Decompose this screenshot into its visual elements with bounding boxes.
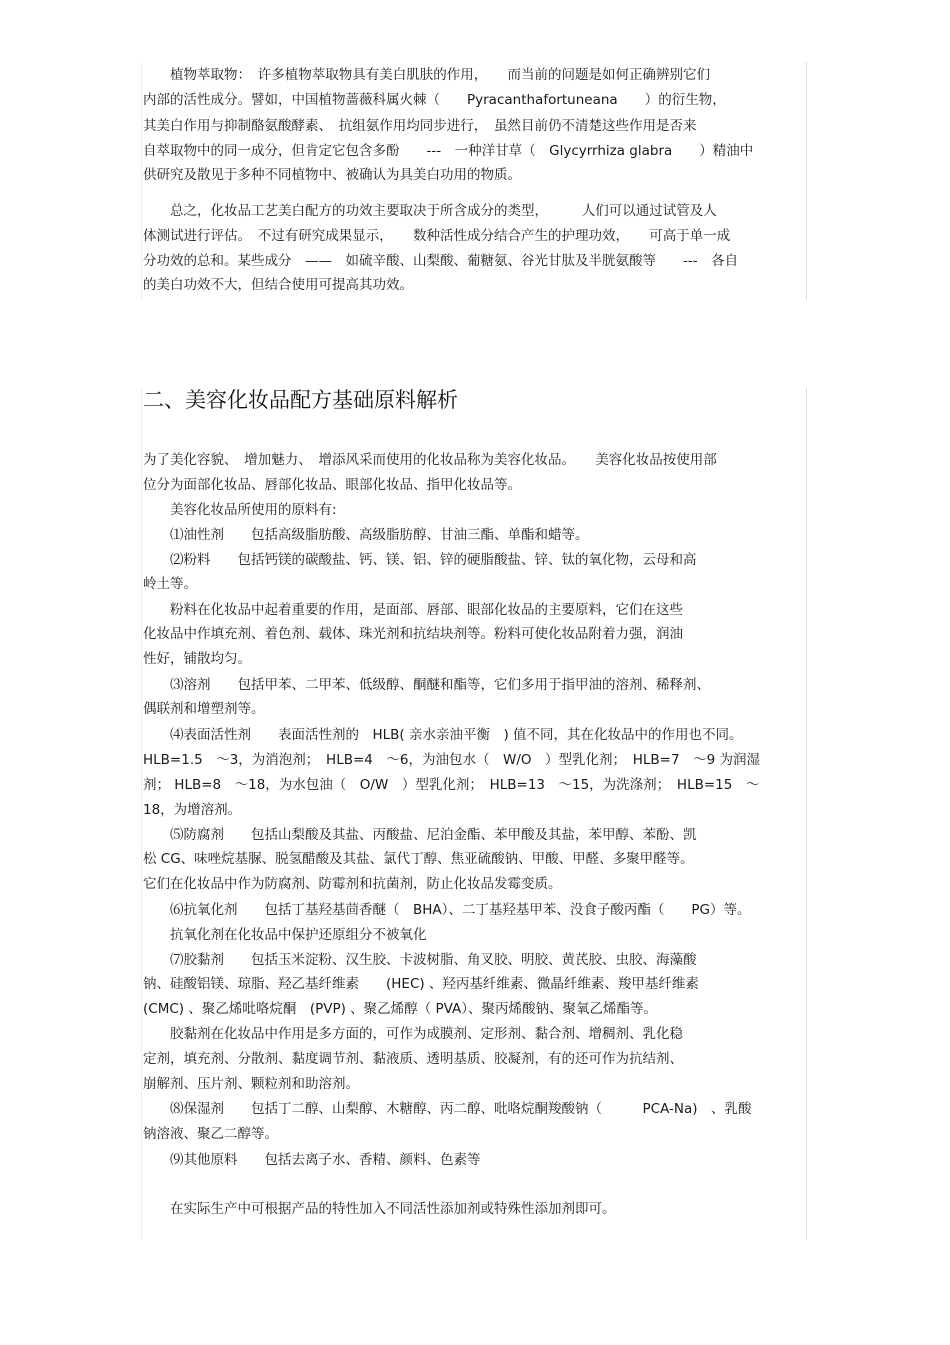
page-rule-top-left	[141, 62, 142, 300]
paragraph-line: 定剂，填充剂、分散剂、黏度调节剂、黏液质、透明基质、胶凝剂，有的还可作为抗结剂、	[143, 1051, 683, 1067]
list-item: ⑺胶黏剂 包括玉米淀粉、汉生胶、卡波树脂、角叉胶、明胶、黄芪胶、虫胶、海藻酸	[170, 952, 697, 968]
paragraph-line: 总之，化妆品工艺美白配方的功效主要取决于所含成分的类型， 人们可以通过试管及人	[170, 203, 717, 219]
paragraph-line: 18，为增溶剂。	[143, 802, 242, 818]
paragraph-line: 在实际生产中可根据产品的特性加入不同活性添加剂或特殊性添加剂即可。	[170, 1201, 616, 1217]
list-item: ⑶溶剂 包括甲苯、二甲苯、低级醇、酮醚和酯等，它们多用于指甲油的溶剂、稀释剂、	[170, 677, 710, 693]
page-rule-bottom-right	[806, 388, 807, 1240]
paragraph-line: 抗氧化剂在化妆品中保护还原组分不被氧化	[170, 927, 427, 943]
paragraph-line: 剂； HLB=8 ～18，为水包油（ O/W ）型乳化剂； HLB=13 ～15，为洗涤剂； HLB=15 ～	[143, 777, 760, 793]
paragraph-line: HLB=1.5 ～3，为消泡剂； HLB=4 ～6，为油包水（ W/O ）型乳化剂； HLB=7 ～9 为润湿	[143, 752, 760, 768]
paragraph-line: 它们在化妆品中作为防腐剂、防霉剂和抗菌剂，防止化妆品发霉变质。	[143, 876, 562, 892]
paragraph-line: 为了美化容貌、 增加魅力、 增添风采而使用的化妆品称为美容化妆品。 美容化妆品按使用部	[143, 452, 717, 468]
paragraph-line: 体测试进行评估。 不过有研究成果显示， 数种活性成分结合产生的护理功效， 可高于单一成	[143, 228, 731, 244]
list-item: ⑹抗氧化剂 包括丁基羟基茴香醚（ BHA）、二丁基羟基甲苯、没食子酸丙酯（ PG）等。	[170, 902, 751, 918]
list-item: ⑴油性剂 包括高级脂肪酸、高级脂肪醇、甘油三酯、单酯和蜡等。	[170, 527, 589, 543]
paragraph-line: 内部的活性成分。譬如，中国植物蔷薇科属火棘（ Pyracanthafortuneana ）的衍生物，	[143, 92, 726, 108]
paragraph-line: (CMC) 、聚乙烯吡咯烷酮 (PVP) 、聚乙烯醇（ PVA）、聚丙烯酸钠、聚氧乙烯酯等。	[143, 1001, 657, 1017]
list-item: ⑸防腐剂 包括山梨酸及其盐、丙酸盐、尼泊金酯、苯甲酸及其盐，苯甲醇、苯酚、凯	[170, 827, 697, 843]
paragraph-line: 偶联剂和增塑剂等。	[143, 701, 265, 717]
paragraph-line: 其美白作用与抑制酪氨酸酵素、 抗组氨作用均同步进行， 虽然目前仍不清楚这些作用是否来	[143, 118, 697, 134]
paragraph-line: 自萃取物中的同一成分，但肯定它包含多酚 --- 一种洋甘草（ Glycyrrhiza glabra ）精油中	[143, 143, 754, 159]
paragraph-line: 供研究及散见于多种不同植物中、被确认为具美白功用的物质。	[143, 167, 521, 183]
paragraph-line: 美容化妆品所使用的原料有:	[170, 502, 337, 518]
list-item: ⑼其他原料 包括去离子水、香精、颜料、色素等	[170, 1152, 481, 1168]
paragraph-line: 分功效的总和。某些成分 —— 如硫辛酸、山梨酸、葡糖氨、谷光甘肽及半胱氨酸等 --- 各自	[143, 253, 739, 269]
section-heading: 二、美容化妆品配方基础原料解析	[143, 388, 458, 412]
list-item: ⑵粉料 包括钙镁的碳酸盐、钙、镁、铝、锌的硬脂酸盐、锌、钛的氧化物，云母和高	[170, 552, 697, 568]
page-rule-top-right	[806, 62, 807, 300]
paragraph-line: 植物萃取物： 许多植物萃取物具有美白肌肤的作用， 而当前的问题是如何正确辨别它们	[170, 67, 710, 83]
paragraph-line: 的美白功效不大，但结合使用可提高其功效。	[143, 277, 413, 293]
list-item: ⑻保湿剂 包括丁二醇、山梨醇、木糖醇、丙二醇、吡咯烷酮羧酸钠（ PCA-Na) 、乳酸	[170, 1101, 752, 1117]
page-rule-bottom-left	[141, 388, 142, 1240]
paragraph-line: 钠溶液、聚乙二醇等。	[143, 1126, 278, 1142]
paragraph-line: 胶黏剂在化妆品中作用是多方面的，可作为成膜剂、定形剂、黏合剂、增稠剂、乳化稳	[170, 1026, 683, 1042]
paragraph-line: 化妆品中作填充剂、着色剂、载体、珠光剂和抗结块剂等。粉料可使化妆品附着力强，润油	[143, 626, 683, 642]
paragraph-line: 粉料在化妆品中起着重要的作用，是面部、唇部、眼部化妆品的主要原料，它们在这些	[170, 602, 683, 618]
paragraph-line: 位分为面部化妆品、唇部化妆品、眼部化妆品、指甲化妆品等。	[143, 477, 521, 493]
paragraph-line: 崩解剂、压片剂、颗粒剂和助溶剂。	[143, 1076, 359, 1092]
paragraph-line: 岭土等。	[143, 576, 197, 592]
list-item: ⑷表面活性剂 表面活性剂的 HLB( 亲水亲油平衡 ) 值不同，其在化妆品中的作用也不同。	[170, 727, 743, 743]
paragraph-line: 性好，铺散均匀。	[143, 651, 251, 667]
paragraph-line: 松 CG、味唑烷基脲、脱氢醋酸及其盐、氯代丁醇、焦亚硫酸钠、甲酸、甲醛、多聚甲醛等。	[143, 851, 694, 867]
paragraph-line: 钠、硅酸铝镁、琼脂、羟乙基纤维素 (HEC) 、羟丙基纤维素、微晶纤维素、羧甲基纤维素	[143, 976, 699, 992]
